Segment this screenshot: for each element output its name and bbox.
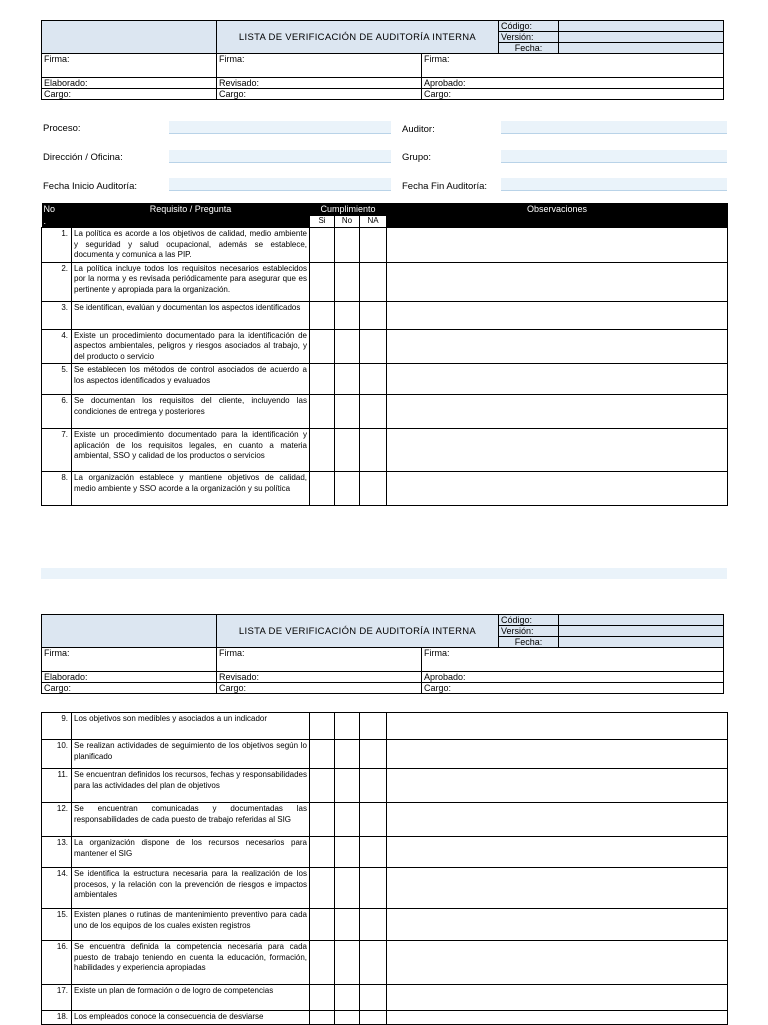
revisado-label[interactable]: Revisado: [217, 672, 422, 683]
observaciones-cell[interactable] [387, 228, 728, 263]
item-number: 1. [42, 228, 72, 263]
item-requirement: Se establecen los métodos de control asociados de acuerdo a los aspectos identificados y evaluados [72, 364, 310, 395]
check-si[interactable] [310, 262, 335, 301]
proceso-label: Proceso: [43, 123, 81, 134]
direccion-input[interactable] [169, 150, 391, 163]
check-si[interactable] [310, 429, 335, 472]
fecha-fin-input[interactable] [501, 178, 727, 191]
direccion-label: Dirección / Oficina: [43, 152, 123, 163]
firma-revisado[interactable]: Firma: [217, 648, 422, 672]
item-requirement: Los empleados conoce la consecuencia de desviarse [72, 1011, 310, 1025]
check-no[interactable] [335, 985, 360, 1011]
check-si[interactable] [310, 472, 335, 506]
check-si[interactable] [310, 740, 335, 769]
aprobado-label[interactable]: Aprobado: [422, 78, 724, 89]
check-na[interactable] [360, 228, 387, 263]
item-number: 14. [42, 868, 72, 909]
item-number: 15. [42, 909, 72, 941]
item-requirement: Los objetivos son medibles y asociados a un indicador [72, 713, 310, 740]
aprobado-label[interactable]: Aprobado: [422, 672, 724, 683]
item-number: 8. [42, 472, 72, 506]
check-no[interactable] [335, 1011, 360, 1025]
observaciones-cell[interactable] [387, 941, 728, 985]
item-requirement: Se realizan actividades de seguimiento de los objetivos según lo planificado [72, 740, 310, 769]
observaciones-cell[interactable] [387, 769, 728, 803]
item-requirement: Se identifican, evalúan y documentan los aspectos identificados [72, 301, 310, 329]
observaciones-cell[interactable] [387, 1011, 728, 1025]
item-number: 10. [42, 740, 72, 769]
check-si[interactable] [310, 301, 335, 329]
check-no[interactable] [335, 803, 360, 837]
checklist-row [42, 329, 728, 364]
check-na[interactable] [360, 868, 387, 909]
item-requirement: Se encuentran definidos los recursos, fechas y responsabilidades para las actividades del plan de objetivos [72, 769, 310, 803]
check-si[interactable] [310, 713, 335, 740]
checklist-row [42, 985, 728, 1011]
checklist-row [42, 803, 728, 837]
cargo-aprobado[interactable]: Cargo: [422, 683, 724, 694]
observaciones-cell[interactable] [387, 985, 728, 1011]
fecha-fin-label: Fecha Fin Auditoría: [402, 181, 488, 192]
item-requirement: Se encuentran comunicadas y documentadas las responsabilidades de cada puesto de trabajo referidas al SIG [72, 803, 310, 837]
check-si[interactable] [310, 1011, 335, 1025]
check-na[interactable] [360, 985, 387, 1011]
checklist-row [42, 713, 728, 740]
proceso-input[interactable] [169, 121, 391, 134]
col-observaciones-header: Observaciones [387, 203, 728, 216]
check-na[interactable] [360, 1011, 387, 1025]
item-requirement: La política es acorde a los objetivos de calidad, medio ambiente y seguridad y salud ocupacional, además se establece, documenta y comunica a las PIP. [72, 228, 310, 263]
check-no[interactable] [335, 228, 360, 263]
check-na[interactable] [360, 837, 387, 868]
check-no[interactable] [335, 364, 360, 395]
checklist-row [42, 395, 728, 429]
item-number: 6. [42, 395, 72, 429]
check-no[interactable] [335, 837, 360, 868]
check-na[interactable] [360, 769, 387, 803]
codigo-label: Código: [499, 21, 559, 32]
check-no[interactable] [335, 769, 360, 803]
check-si[interactable] [310, 769, 335, 803]
col-no-sub-header: No [335, 216, 360, 228]
item-number: 12. [42, 803, 72, 837]
check-na[interactable] [360, 395, 387, 429]
check-no[interactable] [335, 740, 360, 769]
checklist-row [42, 228, 728, 263]
observaciones-cell[interactable] [387, 803, 728, 837]
observaciones-cell[interactable] [387, 472, 728, 506]
fecha-label: Fecha: [499, 43, 559, 54]
cargo-revisado[interactable]: Cargo: [217, 683, 422, 694]
item-requirement: Existe un procedimiento documentado para la identificación de aspectos ambientales, peligros y riesgos asociados al trabajo, y del producto o servicio [72, 329, 310, 364]
version-label: Versión: [499, 626, 559, 637]
firma-aprobado[interactable]: Firma: [422, 54, 724, 78]
check-si[interactable] [310, 909, 335, 941]
check-si[interactable] [310, 985, 335, 1011]
check-si[interactable] [310, 868, 335, 909]
document-title: LISTA DE VERIFICACIÓN DE AUDITORÍA INTERNA [217, 615, 499, 648]
checklist-row [42, 769, 728, 803]
item-number: 2. [42, 262, 72, 301]
check-no[interactable] [335, 713, 360, 740]
check-si[interactable] [310, 941, 335, 985]
version-value[interactable] [559, 626, 724, 637]
codigo-value[interactable] [559, 615, 724, 626]
check-na[interactable] [360, 803, 387, 837]
firma-elaborado[interactable]: Firma: [42, 648, 217, 672]
fecha-value[interactable] [559, 43, 724, 54]
observaciones-cell[interactable] [387, 364, 728, 395]
col-no-header: No [42, 203, 72, 216]
checklist-row [42, 740, 728, 769]
codigo-label: Código: [499, 615, 559, 626]
cargo-elaborado[interactable]: Cargo: [42, 89, 217, 100]
check-si[interactable] [310, 395, 335, 429]
item-number: 4. [42, 329, 72, 364]
checklist-row [42, 1011, 728, 1025]
item-number: 17. [42, 985, 72, 1011]
col-requisito-spacer [72, 216, 310, 228]
observaciones-cell[interactable] [387, 837, 728, 868]
col-si-header: Si [310, 216, 335, 228]
checklist-row [42, 909, 728, 941]
page-separator [41, 568, 727, 579]
fecha-value[interactable] [559, 637, 724, 648]
checklist-row [42, 364, 728, 395]
check-na[interactable] [360, 941, 387, 985]
item-number: 11. [42, 769, 72, 803]
checklist-row [42, 429, 728, 472]
check-no[interactable] [335, 941, 360, 985]
observaciones-cell[interactable] [387, 395, 728, 429]
observaciones-cell[interactable] [387, 329, 728, 364]
item-number: 9. [42, 713, 72, 740]
cargo-elaborado[interactable]: Cargo: [42, 683, 217, 694]
logo-cell [42, 615, 217, 648]
auditor-label: Auditor: [402, 124, 435, 135]
check-no[interactable] [335, 301, 360, 329]
observaciones-cell[interactable] [387, 868, 728, 909]
col-no-dot: . [42, 216, 72, 228]
item-requirement: La organización establece y mantiene objetivos de calidad, medio ambiente y SSO acorde a la organización y su política [72, 472, 310, 506]
check-si[interactable] [310, 837, 335, 868]
observaciones-cell[interactable] [387, 301, 728, 329]
observaciones-cell[interactable] [387, 262, 728, 301]
item-number: 18. [42, 1011, 72, 1025]
cargo-revisado[interactable]: Cargo: [217, 89, 422, 100]
check-no[interactable] [335, 472, 360, 506]
grupo-label: Grupo: [402, 152, 432, 163]
check-no[interactable] [335, 909, 360, 941]
document-header-2 [41, 614, 724, 694]
item-requirement: La política incluye todos los requisitos necesarios establecidos por la norma y es revisada periódicamente para asegurar que es pertinente y apropiada para la organización. [72, 262, 310, 301]
item-number: 5. [42, 364, 72, 395]
firma-aprobado[interactable]: Firma: [422, 648, 724, 672]
firma-elaborado[interactable]: Firma: [42, 54, 217, 78]
codigo-value[interactable] [559, 21, 724, 32]
version-value[interactable] [559, 32, 724, 43]
check-si[interactable] [310, 228, 335, 263]
item-requirement: Se documentan los requisitos del cliente, incluyendo las condiciones de entrega y posteriores [72, 395, 310, 429]
checklist-row [42, 262, 728, 301]
firma-revisado[interactable]: Firma: [217, 54, 422, 78]
observaciones-cell[interactable] [387, 429, 728, 472]
col-cumplimiento-header: Cumplimiento [310, 203, 387, 216]
elaborado-label[interactable]: Elaborado: [42, 672, 217, 683]
observaciones-cell[interactable] [387, 740, 728, 769]
checklist-table-1 [41, 203, 728, 506]
checklist-row [42, 472, 728, 506]
checklist-row [42, 941, 728, 985]
check-na[interactable] [360, 262, 387, 301]
item-requirement: Existe un plan de formación o de logro de competencias [72, 985, 310, 1011]
item-number: 16. [42, 941, 72, 985]
fecha-inicio-input[interactable] [169, 178, 391, 191]
observaciones-cell[interactable] [387, 909, 728, 941]
item-requirement: Existen planes o rutinas de mantenimiento preventivo para cada uno de los equipos de los cuales existen registros [72, 909, 310, 941]
check-na[interactable] [360, 364, 387, 395]
check-si[interactable] [310, 329, 335, 364]
logo-cell [42, 21, 217, 54]
fecha-label: Fecha: [499, 637, 559, 648]
item-requirement: Se identifica la estructura necesaria para la realización de los procesos, y la relación con la prevención de riesgos e impactos ambientales [72, 868, 310, 909]
check-na[interactable] [360, 740, 387, 769]
elaborado-label[interactable]: Elaborado: [42, 78, 217, 89]
check-na[interactable] [360, 329, 387, 364]
checklist-row [42, 868, 728, 909]
check-si[interactable] [310, 364, 335, 395]
item-requirement: Existe un procedimiento documentado para la identificación y aplicación de los requisitos legales, en cuanto a materia ambiental, SSO y calidad de los productos o servicios [72, 429, 310, 472]
check-no[interactable] [335, 868, 360, 909]
check-si[interactable] [310, 803, 335, 837]
check-na[interactable] [360, 472, 387, 506]
version-label: Versión: [499, 32, 559, 43]
cargo-aprobado[interactable]: Cargo: [422, 89, 724, 100]
check-na[interactable] [360, 429, 387, 472]
document-header-1 [41, 20, 724, 100]
checklist-table-2 [41, 712, 728, 1025]
check-na[interactable] [360, 301, 387, 329]
check-na[interactable] [360, 909, 387, 941]
item-number: 3. [42, 301, 72, 329]
item-requirement: Se encuentra definida la competencia necesaria para cada puesto de trabajo teniendo en cuenta la educación, formación, habilidades y experiencia apropiadas [72, 941, 310, 985]
revisado-label[interactable]: Revisado: [217, 78, 422, 89]
check-no[interactable] [335, 395, 360, 429]
col-na-header: NA [360, 216, 387, 228]
fecha-inicio-label: Fecha Inicio Auditoría: [43, 181, 137, 192]
col-observaciones-spacer [387, 216, 728, 228]
check-na[interactable] [360, 713, 387, 740]
check-no[interactable] [335, 262, 360, 301]
checklist-row [42, 837, 728, 868]
col-requisito-header: Requisito / Pregunta [72, 203, 310, 216]
check-no[interactable] [335, 429, 360, 472]
item-number: 7. [42, 429, 72, 472]
observaciones-cell[interactable] [387, 713, 728, 740]
checklist-row [42, 301, 728, 329]
item-number: 13. [42, 837, 72, 868]
grupo-input[interactable] [501, 150, 727, 163]
auditor-input[interactable] [501, 121, 727, 134]
check-no[interactable] [335, 329, 360, 364]
item-requirement: La organización dispone de los recursos necesarios para mantener el SIG [72, 837, 310, 868]
document-title: LISTA DE VERIFICACIÓN DE AUDITORÍA INTERNA [217, 21, 499, 54]
